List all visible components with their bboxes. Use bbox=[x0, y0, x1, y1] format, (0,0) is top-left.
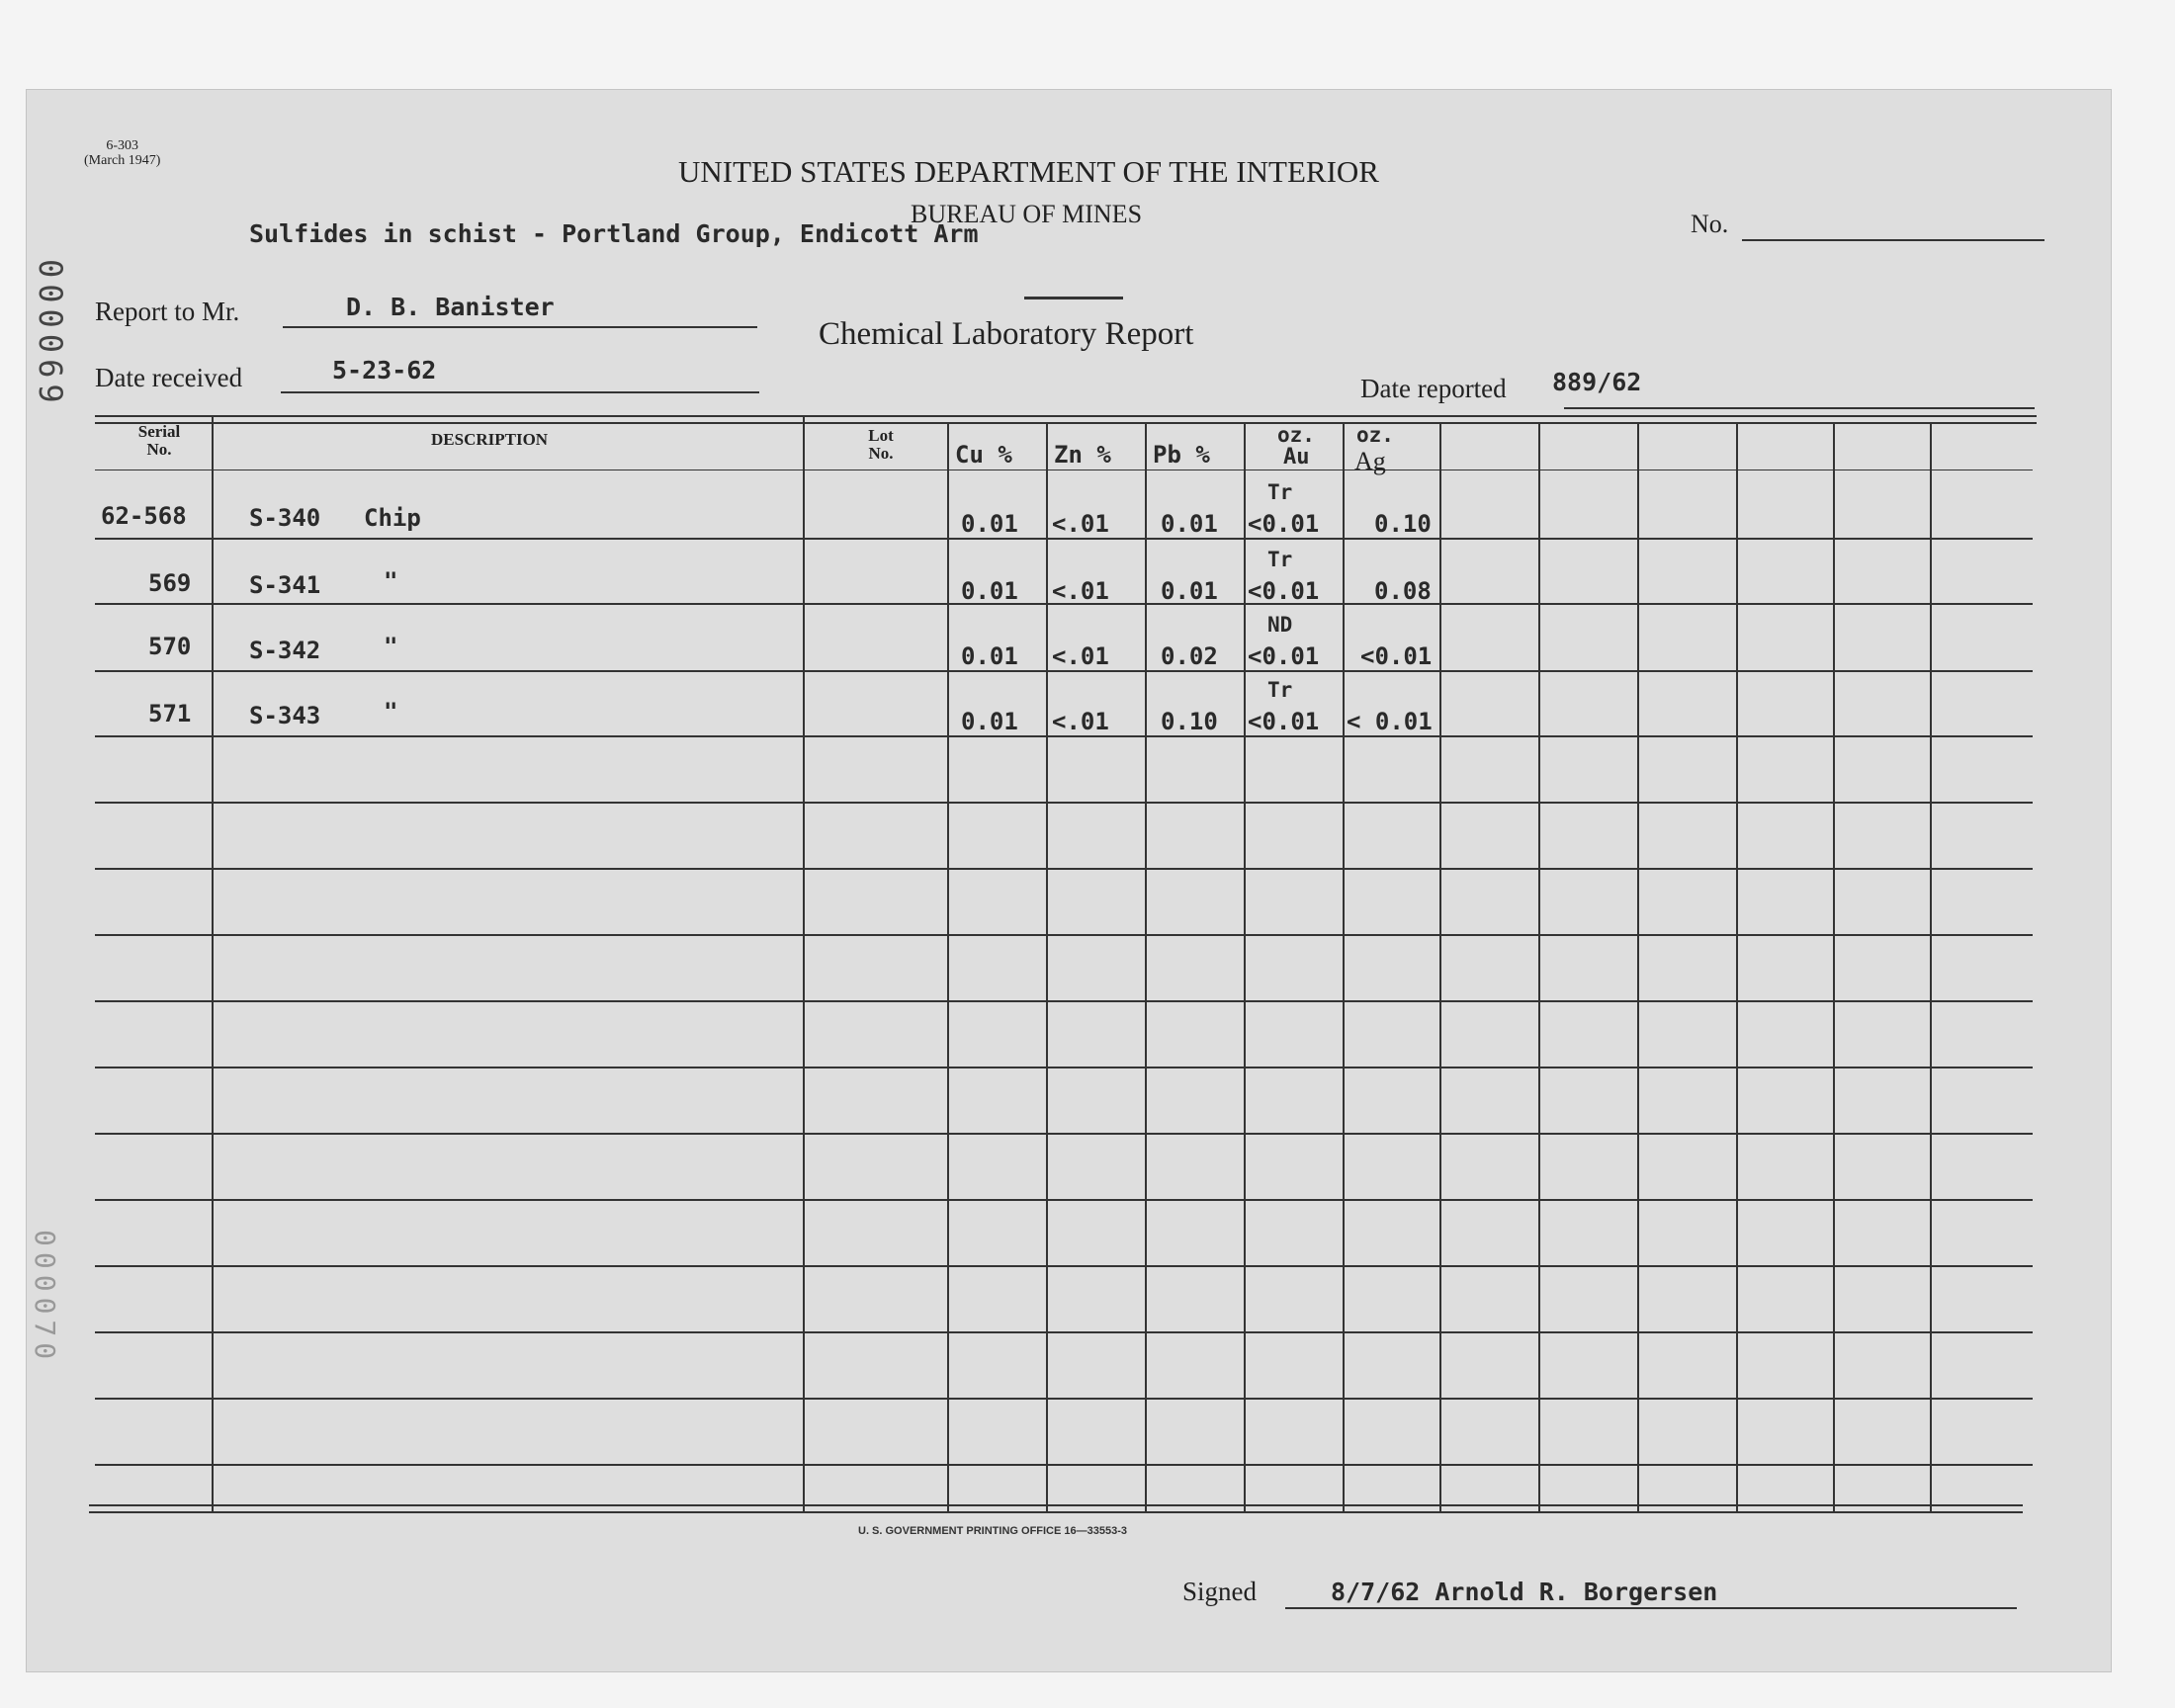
row3-pb: 0.02 bbox=[1161, 642, 1218, 670]
row2-serial: 569 bbox=[148, 569, 192, 597]
table-top-rule-2 bbox=[95, 422, 2037, 424]
col-line-zn bbox=[1145, 423, 1147, 1512]
row3-au: <0.01 bbox=[1248, 642, 1320, 670]
col-line-au bbox=[1343, 423, 1345, 1512]
header-cu: Cu % bbox=[955, 441, 1012, 469]
row4-serial: 571 bbox=[148, 700, 192, 727]
table-bottom-rule-2 bbox=[89, 1511, 2023, 1513]
row-line bbox=[95, 868, 2033, 870]
row1-au: <0.01 bbox=[1248, 510, 1320, 538]
bureau-title: BUREAU OF MINES bbox=[911, 200, 1143, 228]
subject-line: Sulfides in schist - Portland Group, Endicott Arm bbox=[249, 219, 979, 248]
form-number-code: 6-303 bbox=[106, 138, 139, 153]
row4-sample: S-343 bbox=[249, 702, 321, 729]
report-to-label: Report to Mr. bbox=[95, 297, 240, 326]
no-label: No. bbox=[1691, 210, 1729, 238]
report-title: Chemical Laboratory Report bbox=[819, 316, 1194, 352]
col-line-pb bbox=[1244, 423, 1246, 1512]
date-reported-value: 889/62 bbox=[1552, 368, 1642, 396]
row4-zn: <.01 bbox=[1052, 708, 1109, 735]
form-number bbox=[84, 138, 160, 168]
signed-line bbox=[1285, 1607, 2017, 1609]
row1-serial: 62-568 bbox=[101, 502, 187, 530]
header-serial: Serial No. bbox=[137, 422, 181, 459]
row-line bbox=[95, 1331, 2033, 1333]
row1-pb: 0.01 bbox=[1161, 510, 1218, 538]
row3-au-note: ND bbox=[1267, 613, 1293, 637]
row2-description: " bbox=[384, 567, 398, 595]
row-line bbox=[95, 1398, 2033, 1400]
form-number-date: (March 1947) bbox=[84, 153, 161, 168]
report-to-line bbox=[283, 326, 757, 328]
row-line bbox=[95, 934, 2033, 936]
row3-cu: 0.01 bbox=[961, 642, 1018, 670]
signed-label: Signed bbox=[1182, 1577, 1258, 1606]
header-lot: Lot No. bbox=[868, 426, 894, 463]
date-reported-label: Date reported bbox=[1360, 374, 1507, 403]
row-line bbox=[95, 1265, 2033, 1267]
row4-pb: 0.10 bbox=[1161, 708, 1218, 735]
row-line bbox=[95, 1464, 2033, 1466]
row2-au: <0.01 bbox=[1248, 577, 1320, 605]
row2-cu: 0.01 bbox=[961, 577, 1018, 605]
header-ag-unit: oz. bbox=[1356, 423, 1394, 447]
header-description: DESCRIPTION bbox=[431, 430, 549, 449]
date-received-value: 5-23-62 bbox=[332, 356, 437, 384]
col-line-blank-4 bbox=[1833, 423, 1835, 1512]
row2-pb: 0.01 bbox=[1161, 577, 1218, 605]
report-to-value: D. B. Banister bbox=[346, 293, 555, 321]
row-line bbox=[95, 670, 2033, 672]
row1-ag: 0.10 bbox=[1374, 510, 1432, 538]
row1-cu: 0.01 bbox=[961, 510, 1018, 538]
header-pb: Pb % bbox=[1153, 441, 1210, 469]
col-line-ag bbox=[1439, 423, 1441, 1512]
title-rule bbox=[1024, 297, 1123, 299]
row1-description: Chip bbox=[364, 504, 421, 532]
row-line bbox=[95, 1067, 2033, 1068]
header-au: Au bbox=[1283, 445, 1310, 470]
row3-description: " bbox=[384, 633, 398, 660]
agency-title: UNITED STATES DEPARTMENT OF THE INTERIOR bbox=[678, 154, 1379, 189]
col-line-desc bbox=[803, 415, 805, 1512]
row4-description: " bbox=[384, 698, 398, 726]
date-received-label: Date received bbox=[95, 363, 243, 392]
col-line-cu bbox=[1046, 423, 1048, 1512]
col-line-blank-2 bbox=[1637, 423, 1639, 1512]
row1-zn: <.01 bbox=[1052, 510, 1109, 538]
row-line bbox=[95, 1000, 2033, 1002]
row2-sample: S-341 bbox=[249, 571, 321, 599]
row4-ag: < 0.01 bbox=[1347, 708, 1433, 735]
side-stamp-top: 000069 bbox=[32, 259, 69, 409]
row-line bbox=[95, 538, 2033, 540]
row3-zn: <.01 bbox=[1052, 642, 1109, 670]
header-ag: Ag bbox=[1354, 447, 1386, 475]
row4-cu: 0.01 bbox=[961, 708, 1018, 735]
row-line bbox=[95, 1199, 2033, 1201]
table-bottom-rule-1 bbox=[89, 1504, 2023, 1506]
row2-zn: <.01 bbox=[1052, 577, 1109, 605]
row1-sample: S-340 bbox=[249, 504, 321, 532]
row-line bbox=[95, 735, 2033, 737]
date-received-line bbox=[281, 391, 759, 393]
date-reported-line bbox=[1564, 407, 2035, 409]
row3-ag: <0.01 bbox=[1360, 642, 1433, 670]
col-line-blank-5 bbox=[1930, 423, 1932, 1512]
row-line bbox=[95, 1133, 2033, 1135]
side-stamp-bottom: 000070 bbox=[29, 1230, 61, 1366]
col-line-serial bbox=[212, 415, 214, 1512]
row3-serial: 570 bbox=[148, 633, 192, 660]
signed-value: 8/7/62 Arnold R. Borgersen bbox=[1331, 1578, 1718, 1606]
table-top-rule-1 bbox=[95, 415, 2037, 417]
row3-sample: S-342 bbox=[249, 637, 321, 664]
row4-au: <0.01 bbox=[1248, 708, 1320, 735]
no-line bbox=[1742, 239, 2044, 241]
col-line-blank-1 bbox=[1538, 423, 1540, 1512]
row1-au-note: Tr bbox=[1267, 480, 1293, 504]
col-line-lot bbox=[947, 423, 949, 1512]
printing-office-line: U. S. GOVERNMENT PRINTING OFFICE 16—33553-3 bbox=[858, 1525, 1128, 1537]
col-line-blank-3 bbox=[1736, 423, 1738, 1512]
row2-au-note: Tr bbox=[1267, 548, 1293, 571]
header-au-unit: oz. bbox=[1277, 423, 1315, 447]
header-zn: Zn % bbox=[1054, 441, 1111, 469]
row4-au-note: Tr bbox=[1267, 678, 1293, 702]
row2-ag: 0.08 bbox=[1374, 577, 1432, 605]
row-line bbox=[95, 802, 2033, 804]
